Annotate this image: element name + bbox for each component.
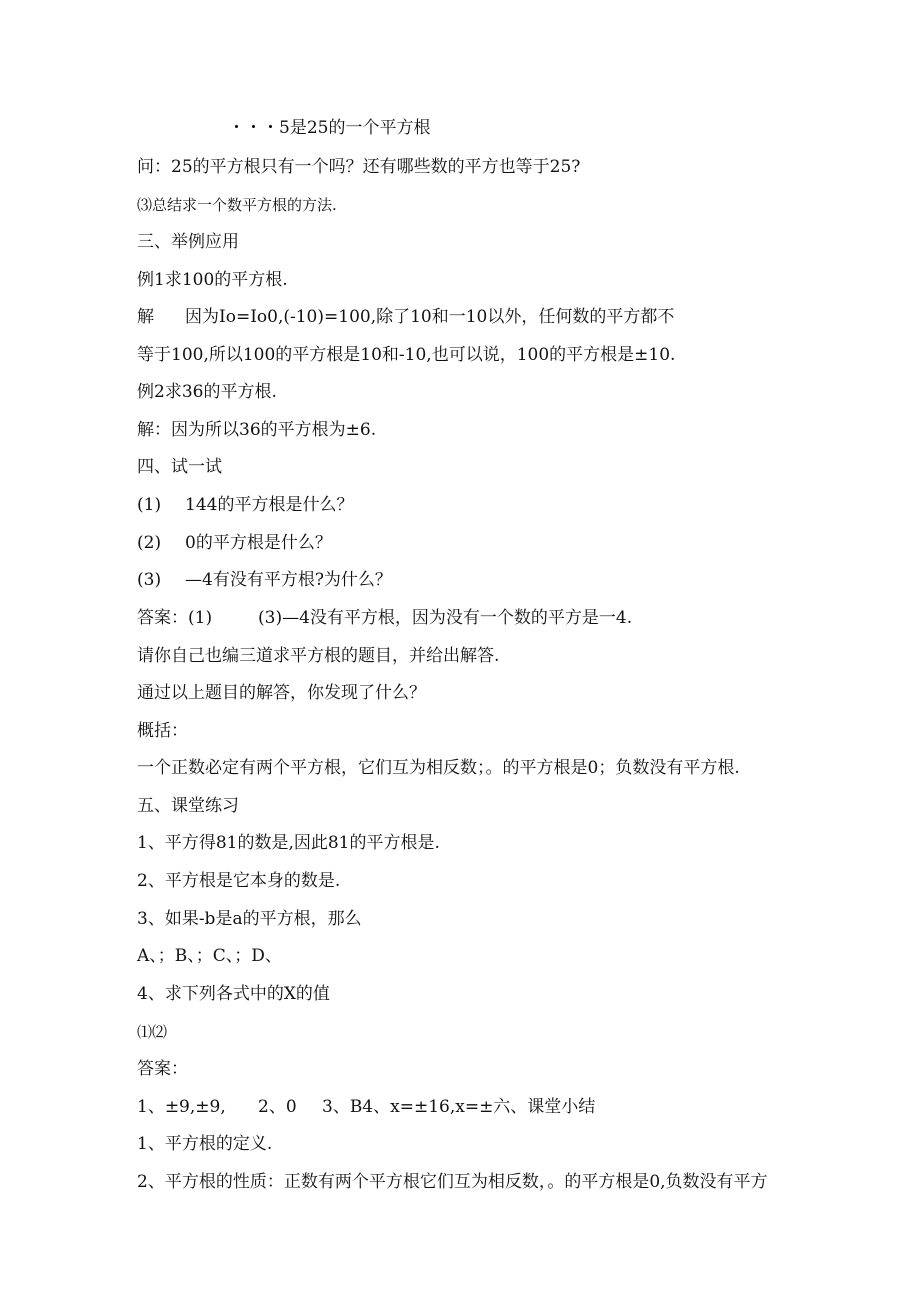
text-line: 通过以上题目的解答，你发现了什么？ xyxy=(137,683,426,703)
text-line: 请你自己也编三道求平方根的题目，并给出解答. xyxy=(137,646,500,666)
text-line: (3)—4没有平方根，因为没有一个数的平方是一4. xyxy=(258,608,633,628)
text-line: ⑶总结求一个数平方根的方法. xyxy=(137,196,337,214)
text-line: 因为Io=Io0,(-10)=100,除了10和一10以外，任何数的平方都不 xyxy=(185,307,675,327)
text-line: 1、平方根的定义. xyxy=(137,1134,273,1154)
list-marker: (3) xyxy=(137,570,162,590)
text-line: 概括： xyxy=(137,721,188,741)
text-line: 2、平方根是它本身的数是. xyxy=(137,871,341,891)
text-line: 问：25的平方根只有一个吗？还有哪些数的平方也等于25? xyxy=(137,157,581,177)
text-line: 3、B4、x=±16,x=±六、课堂小结 xyxy=(322,1097,596,1117)
text-line: 答案：(1) xyxy=(137,608,213,628)
section-heading: 三、举例应用 xyxy=(137,232,239,252)
section-heading: 四、试一试 xyxy=(137,457,222,477)
text-line: 2、0 xyxy=(258,1097,297,1117)
text-line: 0的平方根是什么？ xyxy=(185,533,332,553)
text-line: 解：因为所以36的平方根为±6. xyxy=(137,420,377,440)
list-marker: (2) xyxy=(137,533,162,553)
text-line: 1、平方得81的数是,因此81的平方根是. xyxy=(137,833,440,853)
text-line: —4有没有平方根?为什么？ xyxy=(185,570,392,590)
text-line: 解 xyxy=(137,307,154,327)
list-marker: (1) xyxy=(137,495,162,515)
text-line: 例1求100的平方根. xyxy=(137,270,288,290)
section-heading: 五、课堂练习 xyxy=(137,796,239,816)
text-line: ・・・5是25的一个平方根 xyxy=(228,118,431,138)
text-line: 4、求下列各式中的X的值 xyxy=(137,984,330,1004)
text-line: 一个正数必定有两个平方根，它们互为相反数；。的平方根是0；负数没有平方根. xyxy=(137,758,740,778)
text-line: 答案： xyxy=(137,1059,188,1079)
text-line: 例2求36的平方根. xyxy=(137,382,277,402)
text-line: 2、平方根的性质：正数有两个平方根它们互为相反数，。的平方根是0,负数没有平方 xyxy=(137,1172,768,1192)
text-line: A、；B、；C、；D、 xyxy=(137,946,282,966)
text-line: ⑴⑵ xyxy=(137,1023,168,1041)
text-line: 等于100,所以100的平方根是10和-10,也可以说，100的平方根是±10. xyxy=(137,345,676,365)
text-line: 3、如果-b是a的平方根，那么 xyxy=(137,909,362,929)
text-line: 144的平方根是什么？ xyxy=(185,495,354,515)
text-line: 1、±9,±9, xyxy=(137,1097,226,1117)
